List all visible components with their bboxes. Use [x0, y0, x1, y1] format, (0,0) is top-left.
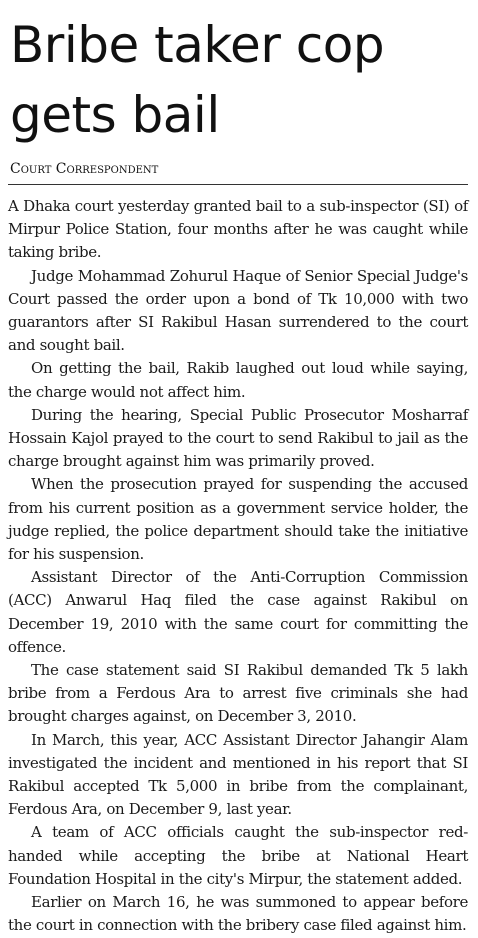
paragraph: On getting the bail, Rakib laughed out loud while saying, the charge would not affect him.	[8, 359, 468, 401]
paragraph: During the hearing, Special Public Prosecutor Mosharraf Hossain Kajol prayed to the court to send Rakibul to jail as the charge brought against him was primarily proved.	[8, 405, 468, 471]
article-headline	[10, 10, 468, 150]
headline-line-1: Bribe taker cop	[10, 16, 385, 74]
paragraph: A team of ACC officials caught the sub-inspector red-handed while accepting the bribe at National Heart Foundation Hospital in the city's Mirpur, the statement added.	[8, 823, 468, 888]
byline: Court Correspondent	[10, 161, 159, 177]
paragraph: A Dhaka court yesterday granted bail to a sub-inspector (SI) of Mirpur Police Station, four months after he was caught while taking bribe.	[8, 197, 468, 262]
paragraph: Judge Mohammad Zohurul Haque of Senior Special Judge's Court passed the order upon a bond of Tk 10,000 with two guarantors after SI Rakibul Hasan surrendered to the court and sought bail.	[8, 266, 468, 355]
paragraph: The case statement said SI Rakibul demanded Tk 5 lakh bribe from a Ferdous Ara to arrest five criminals she had brought charges against, on December 3, 2010.	[8, 661, 468, 726]
headline-line-2: gets bail	[10, 86, 220, 144]
paragraph: When the prosecution prayed for suspending the accused from his current position as a government service holder, the judge replied, the police department should take the initiative for his suspension.	[8, 475, 468, 564]
paragraph: In March, this year, ACC Assistant Director Jahangir Alam investigated the incident and mentioned in his report that SI Rakibul accepted Tk 5,000 in bribe from the complainant, Ferdous Ara, on December 9, last year.	[8, 730, 468, 819]
byline-divider	[8, 184, 468, 185]
paragraph: Assistant Director of the Anti-Corruption Commission (ACC) Anwarul Haq filed the case against Rakibul on December 19, 2010 with the same court for committing the offence.	[8, 568, 468, 656]
article-body	[8, 195, 468, 938]
paragraph: Earlier on March 16, he was summoned to appear before the court in connection with the bribery case filed against him.	[8, 893, 468, 935]
